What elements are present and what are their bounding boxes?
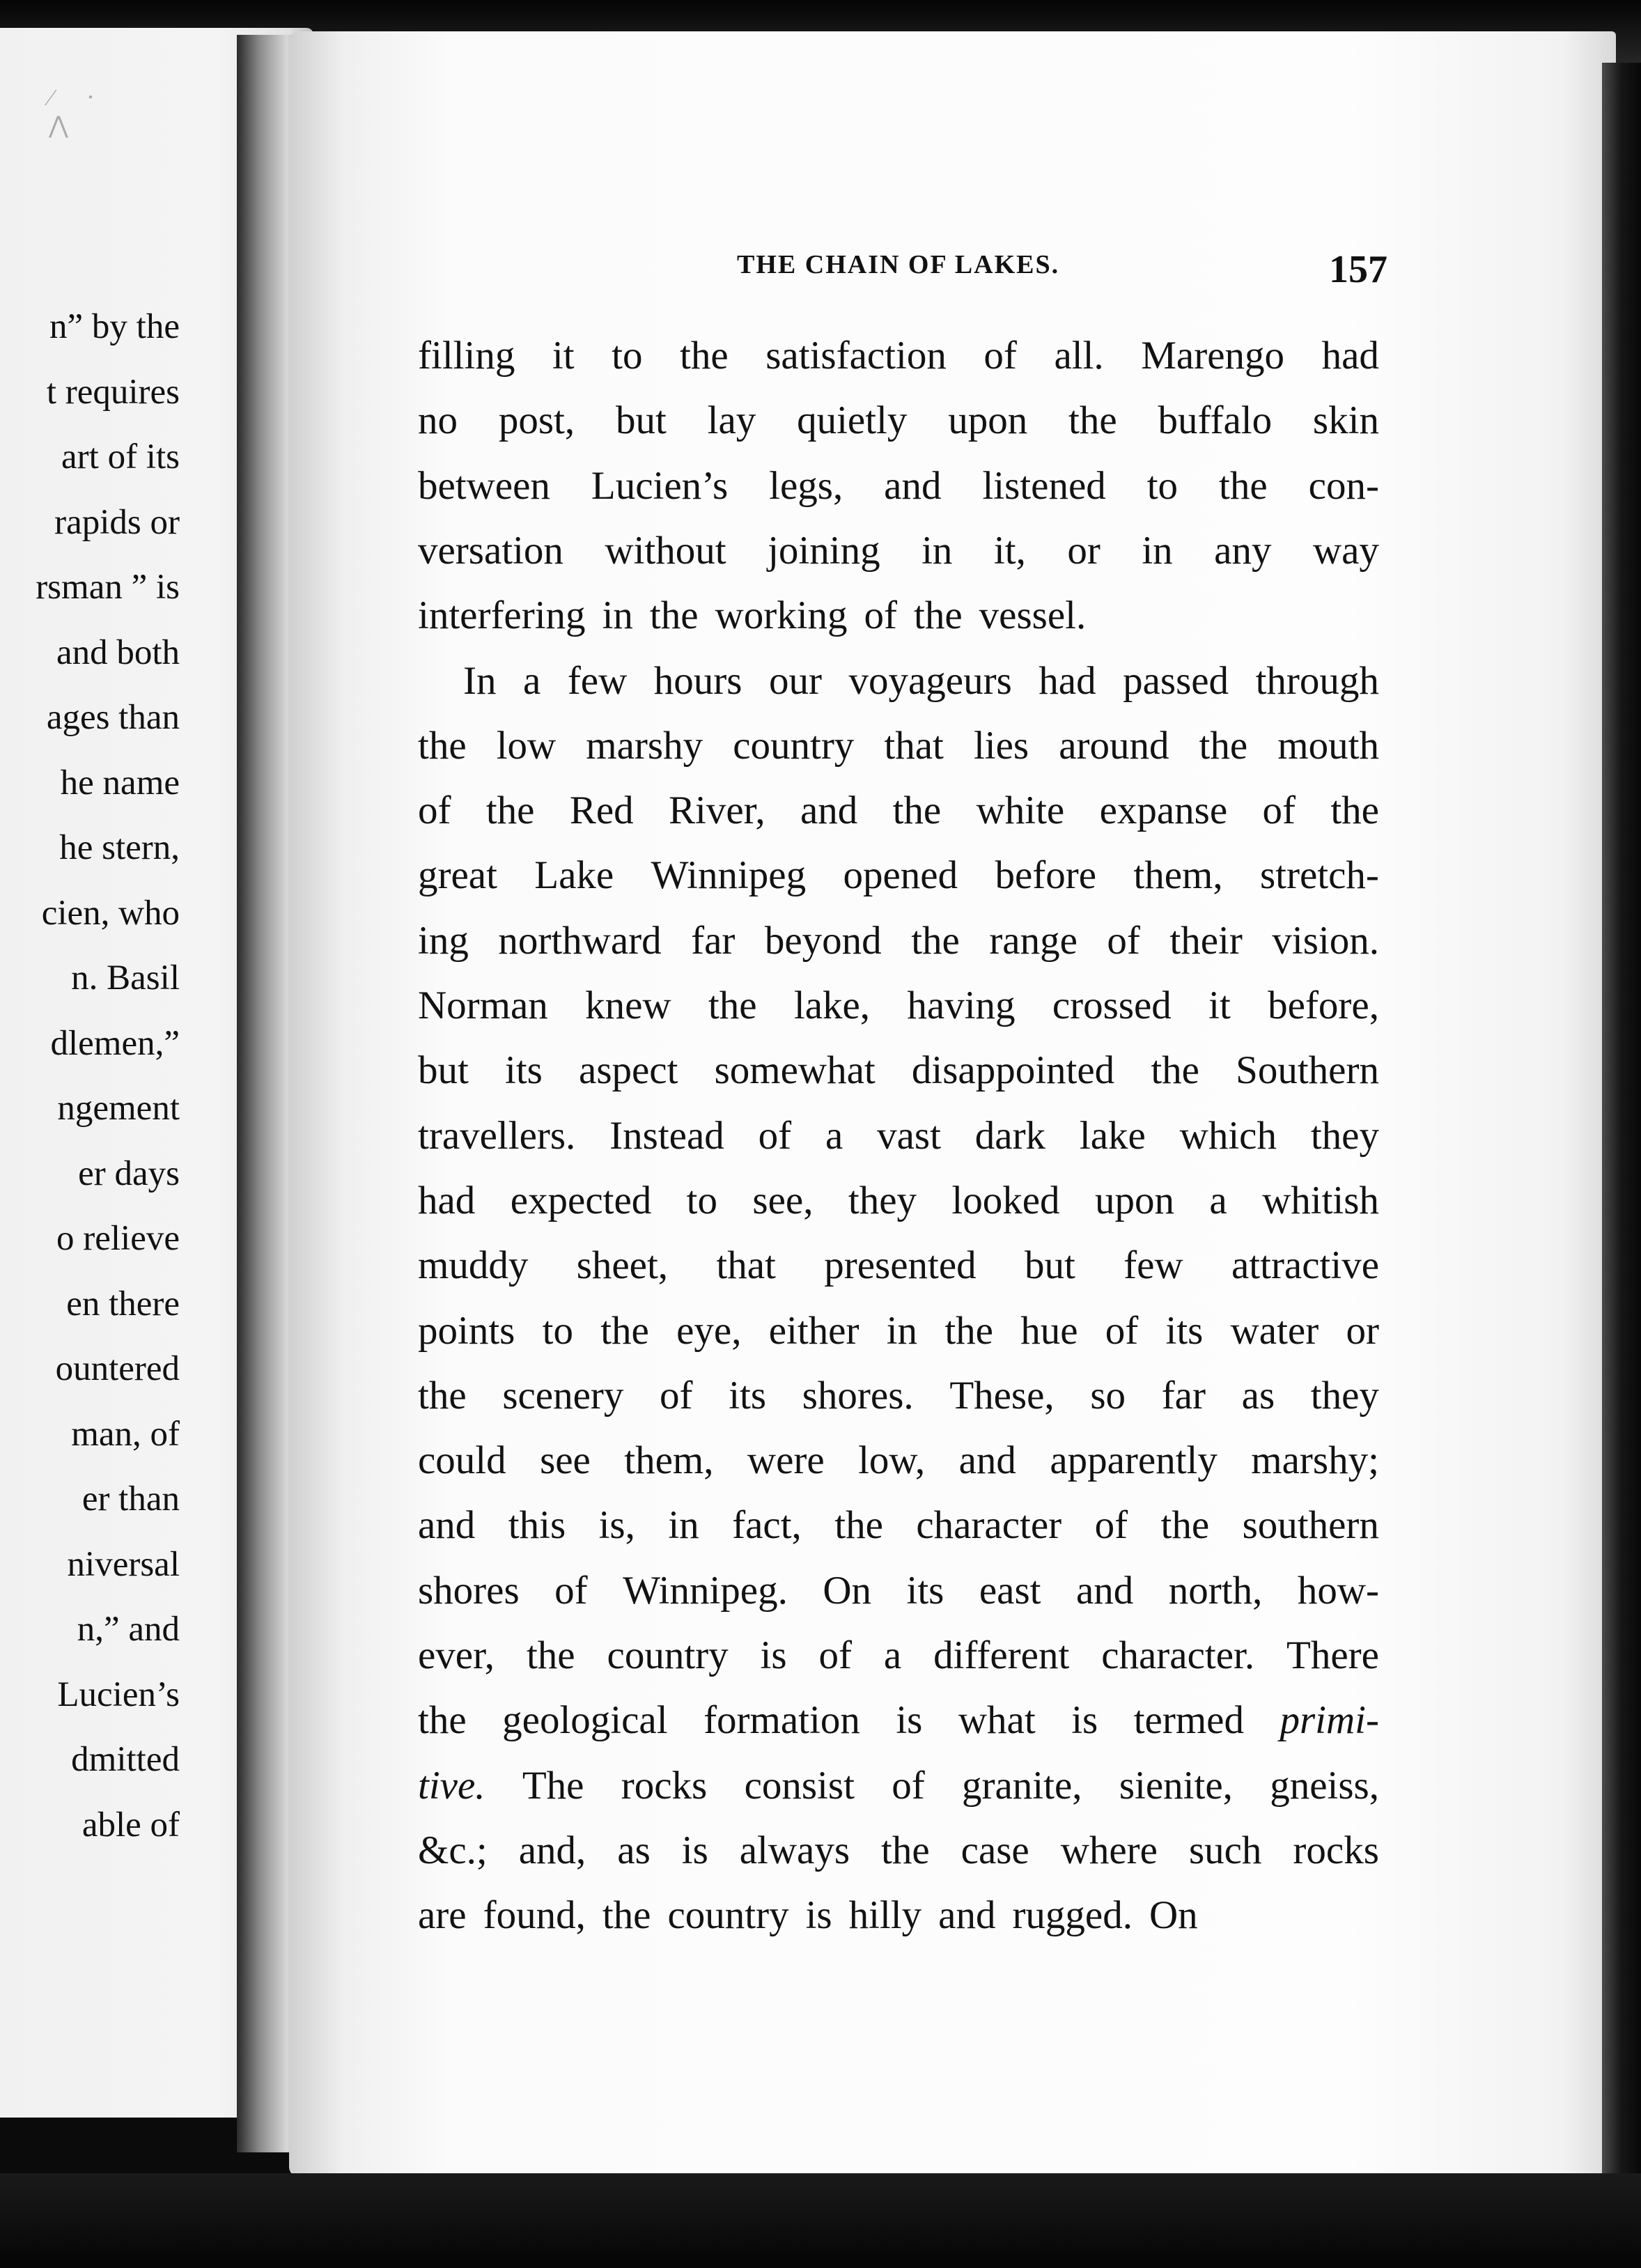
text-line [418,1698,1379,1743]
left-page-line: n. Basil [71,958,180,997]
text-line [418,593,1379,638]
word: having [907,984,1016,1027]
left-page-line: able of [81,1805,180,1844]
word: in [886,1308,918,1353]
word: few [567,658,628,703]
word: is [760,1633,787,1677]
word: Lake [534,853,614,898]
word: which [1179,1113,1277,1158]
word: the [600,1308,649,1353]
word: the [418,723,467,768]
word: filling [418,334,515,378]
word: or [1346,1308,1379,1353]
word: tive. [418,1763,485,1808]
word: fact, [732,1503,802,1548]
word: to [686,1178,718,1222]
word: low [496,723,557,768]
left-page-line: rsman ” is [36,568,180,607]
word: what [958,1698,1036,1743]
word: lake [1079,1113,1146,1158]
word: Winnipeg [651,853,807,898]
word: in [668,1503,699,1548]
word: and, [518,1828,586,1872]
word: and [884,463,942,508]
left-page-line: niversal [67,1544,180,1584]
word: their [1169,918,1243,963]
word: marshy; [1251,1438,1379,1483]
word: southern [1242,1503,1379,1548]
word: the [485,789,535,833]
text-line [418,333,1379,378]
word: con- [1308,463,1379,508]
word: is [681,1828,708,1872]
text-line [418,1308,1379,1353]
word: buffalo [1158,398,1273,443]
word: points [418,1308,515,1353]
text-line [418,658,1379,704]
text-line [418,1828,1379,1873]
word: country [667,1893,789,1938]
word: geological [502,1698,668,1743]
word: On [1149,1893,1198,1938]
word: of [1105,1308,1139,1353]
left-page-line: cien, who [41,893,180,933]
left-page-line: and both [56,632,180,672]
word: country [607,1633,729,1677]
word: termed [1133,1698,1244,1743]
word: River, [668,789,765,833]
word: that [884,723,944,768]
word: our [768,658,822,703]
word: they [848,1178,917,1222]
word: the [1151,1048,1199,1093]
word: where [1060,1828,1158,1872]
word: country [733,723,855,768]
word: of [758,1113,792,1158]
left-page-line: art of its [61,437,180,476]
word: the [1330,789,1379,833]
word: its [505,1048,543,1093]
word: skin [1312,398,1379,443]
word: is [1071,1698,1098,1743]
word: On [823,1568,872,1613]
word: ing [418,918,469,963]
word: of [1094,1503,1128,1548]
word: looked [951,1178,1060,1222]
word: hours [653,658,742,703]
text-line [418,528,1379,573]
word: how- [1297,1568,1379,1613]
word: Lucien’s [591,463,729,508]
text-line [418,463,1379,508]
word: the [892,789,942,833]
text-line [418,398,1379,443]
word: northward [498,918,662,963]
word: vision. [1272,918,1379,963]
word: and [418,1503,476,1548]
word: passed [1123,658,1229,703]
word: legs, [769,463,843,508]
word: all. [1054,334,1104,378]
word: versation [418,528,563,573]
text-line [418,788,1379,833]
word: character [916,1503,1062,1548]
word: it [552,334,575,378]
word: range [989,918,1078,963]
word: low, [858,1438,926,1483]
word: &c.; [418,1828,488,1872]
word: white [976,789,1065,833]
word: the [418,1698,467,1743]
word: the [881,1828,930,1872]
word: mouth [1277,723,1379,768]
word: as [1241,1373,1275,1418]
left-page-line: n,” and [77,1610,180,1649]
word: they [1310,1373,1379,1418]
word: aspect [579,1048,678,1093]
word: is [805,1893,832,1938]
word: is [896,1698,923,1743]
word: the [834,1503,883,1548]
word: attractive [1231,1243,1379,1288]
word: to [612,334,643,378]
word: but [615,398,667,443]
left-page-line: he name [60,763,180,802]
text-line [418,1373,1379,1418]
word: this [508,1503,566,1548]
word: upon [1094,1178,1174,1222]
word: In [463,658,497,703]
word: whitish [1262,1178,1379,1222]
word: the [1160,1503,1210,1548]
word: joining [768,528,880,573]
word: hilly [848,1893,922,1938]
left-page-line: er than [81,1479,180,1519]
text-line [418,1893,1379,1938]
word: them, [624,1438,714,1483]
word: but [418,1048,469,1093]
word: far [1161,1373,1206,1418]
word: of [418,789,451,833]
word: sienite, [1119,1763,1233,1808]
word: always [739,1828,850,1872]
word: apparently [1050,1438,1218,1483]
word: its [906,1568,944,1613]
word: lake, [793,984,871,1027]
word: expanse [1099,789,1228,833]
word: hue [1020,1308,1078,1353]
word: opened [843,853,958,898]
word: listened [982,463,1106,508]
word: primi- [1280,1698,1379,1743]
word: and [938,1893,996,1938]
word: marshy [586,723,703,768]
word: no [418,398,458,443]
text-line [418,1633,1379,1678]
word: These, [949,1373,1055,1418]
text-line [418,1568,1379,1613]
word: as [617,1828,651,1872]
word: rugged. [1012,1893,1133,1938]
word: different [933,1633,1070,1677]
word: Winnipeg. [623,1568,788,1613]
word: the [418,1373,467,1418]
word: are [418,1893,467,1938]
word: The [522,1763,584,1808]
word: sheet, [576,1243,669,1288]
word: lay [707,398,756,443]
word: its [1165,1308,1204,1353]
text-line [418,853,1379,898]
word: a [825,1113,843,1158]
text-line [418,1502,1379,1548]
left-page-line: ngement [57,1089,180,1128]
text-line [418,983,1379,1028]
word: to [1146,463,1179,508]
word: case [961,1828,1029,1872]
word: between [418,463,550,508]
word: or [1067,528,1101,573]
left-page-line: ountered [55,1349,180,1388]
word: before, [1268,984,1379,1027]
word: in [921,528,953,573]
word: Instead [609,1113,724,1158]
word: satisfaction [765,334,947,378]
word: a [523,658,541,703]
text-line [418,1243,1379,1288]
text-line [418,1048,1379,1093]
word: scenery [502,1373,624,1418]
word: upon [948,398,1028,443]
word: water [1230,1308,1319,1353]
word: they [1310,1113,1379,1158]
word: of [983,334,1017,378]
text-line [418,723,1379,768]
word: of [660,1373,693,1418]
word: either [768,1308,860,1353]
word: the [708,984,757,1027]
left-page-line: er days [78,1154,180,1193]
page-number: 157 [1329,248,1387,291]
word: of [1107,918,1140,963]
word: eye, [676,1308,742,1353]
left-page-line: t requires [46,372,180,412]
word: Norman [418,984,548,1027]
word: without [605,528,726,573]
word: the [914,593,963,638]
word: is, [598,1503,635,1548]
left-page-line: Lucien’s [57,1675,180,1714]
word: any [1214,528,1272,573]
word: knew [585,984,671,1027]
left-page-line: man, of [71,1414,180,1454]
word: consist [744,1763,855,1808]
word: and [800,789,858,833]
word: stretch- [1260,853,1379,898]
text-line [418,1763,1379,1808]
word: few [1123,1243,1183,1288]
word: Red [569,789,634,833]
word: through [1255,658,1379,703]
word: but [1024,1243,1075,1288]
left-page-mark: ⁄ ⋅ ⋀ [49,85,109,139]
word: the [526,1633,575,1677]
word: were [747,1438,825,1483]
left-page-line: ages than [46,698,180,737]
word: and [958,1438,1016,1483]
word: There [1286,1633,1379,1677]
word: the [1219,463,1268,508]
text-line [418,1438,1379,1483]
word: the [680,334,729,378]
word: travellers. [418,1113,576,1158]
word: vast [877,1113,941,1158]
word: shores. [802,1373,914,1418]
word: disappointed [911,1048,1115,1093]
word: rocks [621,1763,708,1808]
word: lies [973,723,1029,768]
word: the [911,918,960,963]
word: post, [498,398,575,443]
text-line [418,918,1379,963]
word: quietly [797,398,908,443]
word: of [818,1633,852,1677]
word: of [864,593,898,638]
word: Southern [1236,1048,1379,1093]
word: muddy [418,1243,529,1288]
word: great [418,853,497,898]
word: its [729,1373,767,1418]
word: it, [993,528,1026,573]
word: and [1075,1568,1134,1613]
word: somewhat [714,1048,876,1093]
word: before [995,853,1097,898]
word: found, [483,1893,586,1938]
word: of [554,1568,588,1613]
word: north, [1168,1568,1263,1613]
word: the [944,1308,993,1353]
left-page-line: n” by the [49,307,180,346]
word: had [1039,658,1096,703]
word: of [1262,789,1296,833]
word: in [602,593,633,638]
word: of [892,1763,925,1808]
word: see, [752,1178,814,1222]
word: east [979,1568,1041,1613]
word: rocks [1293,1828,1379,1872]
left-page-line: dmitted [71,1740,180,1779]
word: voyageurs [848,658,1012,703]
word: formation [703,1698,860,1743]
page-edge-shadow [1602,63,1641,2180]
word: working [715,593,848,638]
word: the [602,1893,651,1938]
word: Marengo [1141,334,1285,378]
word: the [649,593,699,638]
word: in [1142,528,1173,573]
word: a [883,1633,902,1677]
word: had [1321,334,1379,378]
word: gneiss, [1270,1763,1379,1808]
word: shores [418,1568,520,1613]
word: could [418,1438,506,1483]
word: granite, [962,1763,1082,1808]
word: so [1090,1373,1126,1418]
word: that [716,1243,776,1288]
left-page-line: he stern, [59,828,180,867]
word: crossed [1052,984,1172,1027]
word: them, [1133,853,1223,898]
left-page-line: dlemen,” [50,1023,180,1063]
word: around [1059,723,1169,768]
word: see [540,1438,591,1483]
word: presented [824,1243,977,1288]
left-page-line: o relieve [56,1219,180,1258]
word: beyond [764,918,882,963]
word: dark [974,1113,1046,1158]
running-head: THE CHAIN OF LAKES. [737,250,1060,279]
text-line [418,1178,1379,1223]
word: it [1208,984,1231,1027]
word: the [1068,398,1117,443]
left-page-line: rapids or [54,502,180,542]
word: expected [510,1178,652,1222]
word: character. [1101,1633,1255,1677]
word: vessel. [979,593,1087,638]
scan-background-bottom [0,2173,1641,2268]
word: to [542,1308,573,1353]
left-page-line: en there [66,1284,180,1323]
word: ever, [418,1633,495,1677]
word: far [691,918,736,963]
word: way [1312,528,1379,573]
word: a [1209,1178,1227,1222]
text-line [418,1113,1379,1158]
word: the [1199,723,1248,768]
word: such [1188,1828,1262,1872]
word: interfering [418,593,586,638]
word: had [418,1178,476,1222]
